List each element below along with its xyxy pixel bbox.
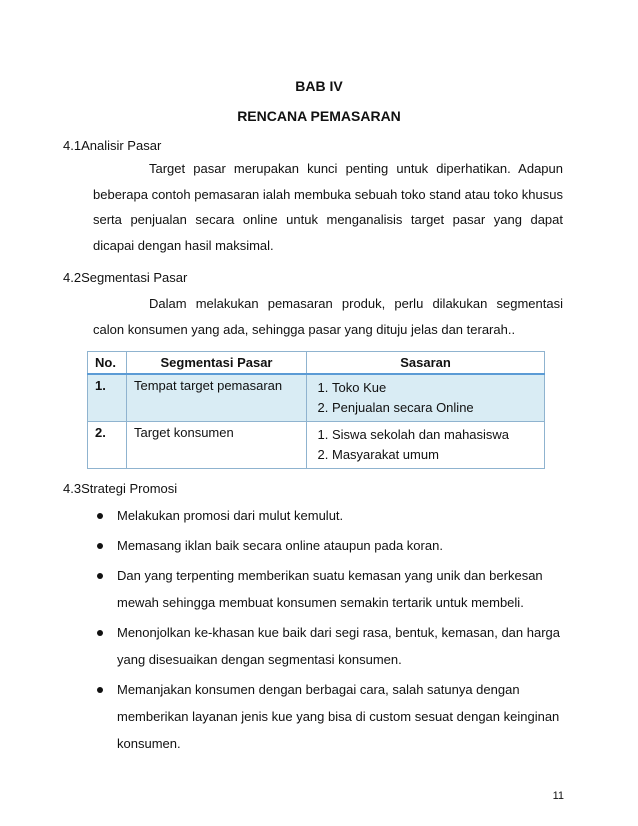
table-cell-targets xyxy=(307,374,545,422)
table-row xyxy=(88,374,545,422)
bullet-icon xyxy=(97,630,103,636)
page-number: 11 xyxy=(552,790,564,802)
list-item xyxy=(95,676,570,757)
list-item xyxy=(95,502,570,529)
list-item xyxy=(95,532,570,559)
column-header: Sasaran xyxy=(307,352,545,375)
list-item: 2. Penjualan secara Online xyxy=(332,398,537,418)
table-cell-segment: Tempat target pemasaran xyxy=(127,374,307,422)
table-header-row xyxy=(88,352,545,375)
bullet-text: Melakukan promosi dari mulut kemulut. xyxy=(117,508,344,523)
bullet-icon xyxy=(97,543,103,549)
column-header: Segmentasi Pasar xyxy=(127,352,307,375)
table-row xyxy=(88,422,545,469)
bullet-text: Memasang iklan baik secara online ataupun pada koran. xyxy=(117,538,443,553)
section-heading-2: 4.2Segmentasi Pasar xyxy=(63,270,188,285)
bullet-text: Memanjakan konsumen dengan berbagai cara, salah satunya dengan memberikan layanan jenis kue yang bisa di custom sesuat dengan keinginan konsumen. xyxy=(117,682,560,751)
list-item: 1. Siswa sekolah dan mahasiswa xyxy=(332,425,537,445)
promotion-bullet-list xyxy=(95,502,570,760)
bullet-icon xyxy=(97,573,103,579)
bullet-icon xyxy=(97,513,103,519)
section-paragraph-1 xyxy=(93,156,563,258)
table-cell-segment: Target konsumen xyxy=(127,422,307,469)
list-item: 1. Toko Kue xyxy=(332,378,537,398)
bullet-text: Dan yang terpenting memberikan suatu kemasan yang unik dan berkesan mewah sehingga membuat konsumen semakin tertarik untuk membeli. xyxy=(117,568,543,610)
list-item xyxy=(95,562,570,616)
paragraph-text: Target pasar merupakan kunci penting untuk diperhatikan. Adapun beberapa contoh pemasaran ialah membuka sebuah toko stand atau toko khusus serta penjualan secara online untuk menganalisis target pasar yang dapat dicapai dengan hasil maksimal. xyxy=(93,161,563,253)
paragraph-text: Dalam melakukan pemasaran produk, perlu dilakukan segmentasi calon konsumen yang ada, sehingga pasar yang dituju jelas dan terarah.. xyxy=(93,296,563,337)
list-item xyxy=(95,619,570,673)
list-item: 2. Masyarakat umum xyxy=(332,445,537,465)
table-cell-no: 2. xyxy=(88,422,127,469)
chapter-title: RENCANA PEMASARAN xyxy=(237,108,401,124)
table-cell-no: 1. xyxy=(88,374,127,422)
section-heading-3: 4.3Strategi Promosi xyxy=(63,481,178,496)
segmentation-table xyxy=(87,351,545,469)
chapter-label: BAB IV xyxy=(295,78,343,94)
table-cell-targets xyxy=(307,422,545,469)
section-heading-1: 4.1Analisir Pasar xyxy=(63,138,162,153)
bullet-icon xyxy=(97,687,103,693)
section-paragraph-2 xyxy=(93,291,563,342)
bullet-text: Menonjolkan ke-khasan kue baik dari segi rasa, bentuk, kemasan, dan harga yang disesuaikan dengan segmentasi konsumen. xyxy=(117,625,560,667)
column-header: No. xyxy=(88,352,127,375)
